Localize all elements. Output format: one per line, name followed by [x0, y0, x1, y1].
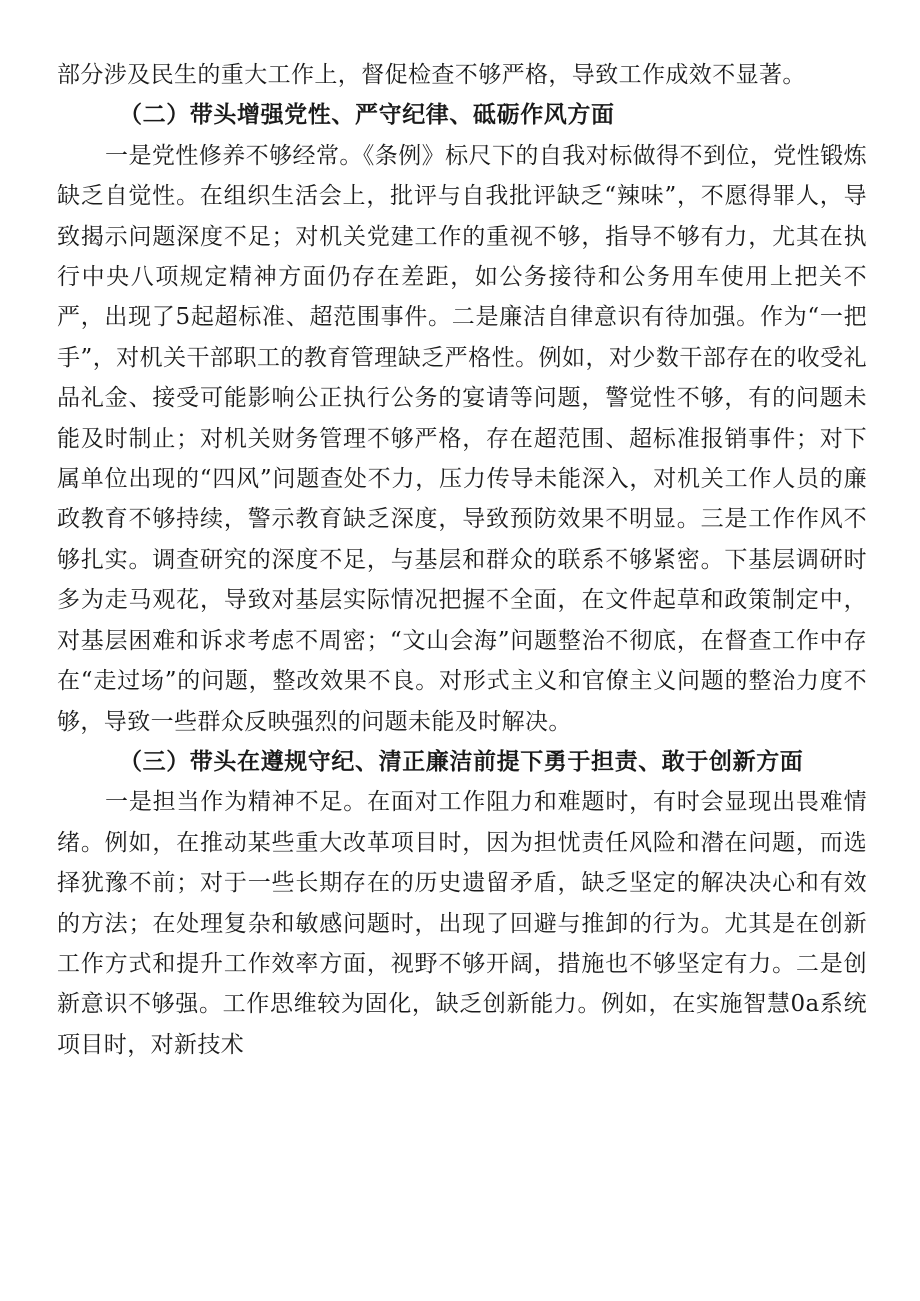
paragraph-section-3: 一是担当作为精神不足。在面对工作阻力和难题时，有时会显现出畏难情绪。例如，在推动某些重大改革项目时，因为担忧责任风险和潜在问题，而选择犹豫不前；对于一些长期存在的历史遗留矛盾，缺乏坚定的解决决心和有效的方法；在处理复杂和敏感问题时，出现了回避与推卸的行为。尤其是在创新工作方式和提升工作效率方面，视野不够开阔，措施也不够坚定有力。二是创新意识不够强。工作思维较为固化，缺乏创新能力。例如，在实施智慧0a系统项目时，对新技术 — [57, 789, 867, 1058]
paragraph-continuation: 部分涉及民生的重大工作上，督促检查不够严格，导致工作成效不显著。 — [57, 62, 806, 88]
section-heading-2: （二）带头增强党性、严守纪律、砥砺作风方面 — [119, 102, 615, 129]
section-heading-3: （三）带头在遵规守纪、清正廉洁前提下勇于担责、敢于创新方面 — [119, 748, 804, 775]
document-body — [57, 55, 867, 1065]
paragraph-section-2: 一是党性修养不够经常。《条例》标尺下的自我对标做得不到位，党性锻炼缺乏自觉性。在组织生活会上，批评与自我批评缺乏“辣味”，不愿得罪人，导致揭示问题深度不足；对机关党建工作的重视不够，指导不够有力，尤其在执行中央八项规定精神方面仍存在差距，如公务接待和公务用车使用上把关不严，出现了5起超标准、超范围事件。二是廉洁自律意识有待加强。作为“一把手”，对机关干部职工的教育管理缺乏严格性。例如，对少数干部存在的收受礼品礼金、接受可能影响公正执行公务的宴请等问题，警觉性不够，有的问题未能及时制止；对机关财务管理不够严格，存在超范围、超标准报销事件；对下属单位出现的“四风”问题查处不力，压力传导未能深入，对机关工作人员的廉政教育不够持续，警示教育缺乏深度，导致预防效果不明显。三是工作作风不够扎实。调查研究的深度不足，与基层和群众的联系不够紧密。下基层调研时多为走马观花，导致对基层实际情况把握不全面，在文件起草和政策制定中，对基层困难和诉求考虑不周密；“文山会海”问题整治不彻底，在督查工作中存在“走过场”的问题，整改效果不良。对形式主义和官僚主义问题的整治力度不够，导致一些群众反映强烈的问题未能及时解决。 — [57, 142, 867, 735]
